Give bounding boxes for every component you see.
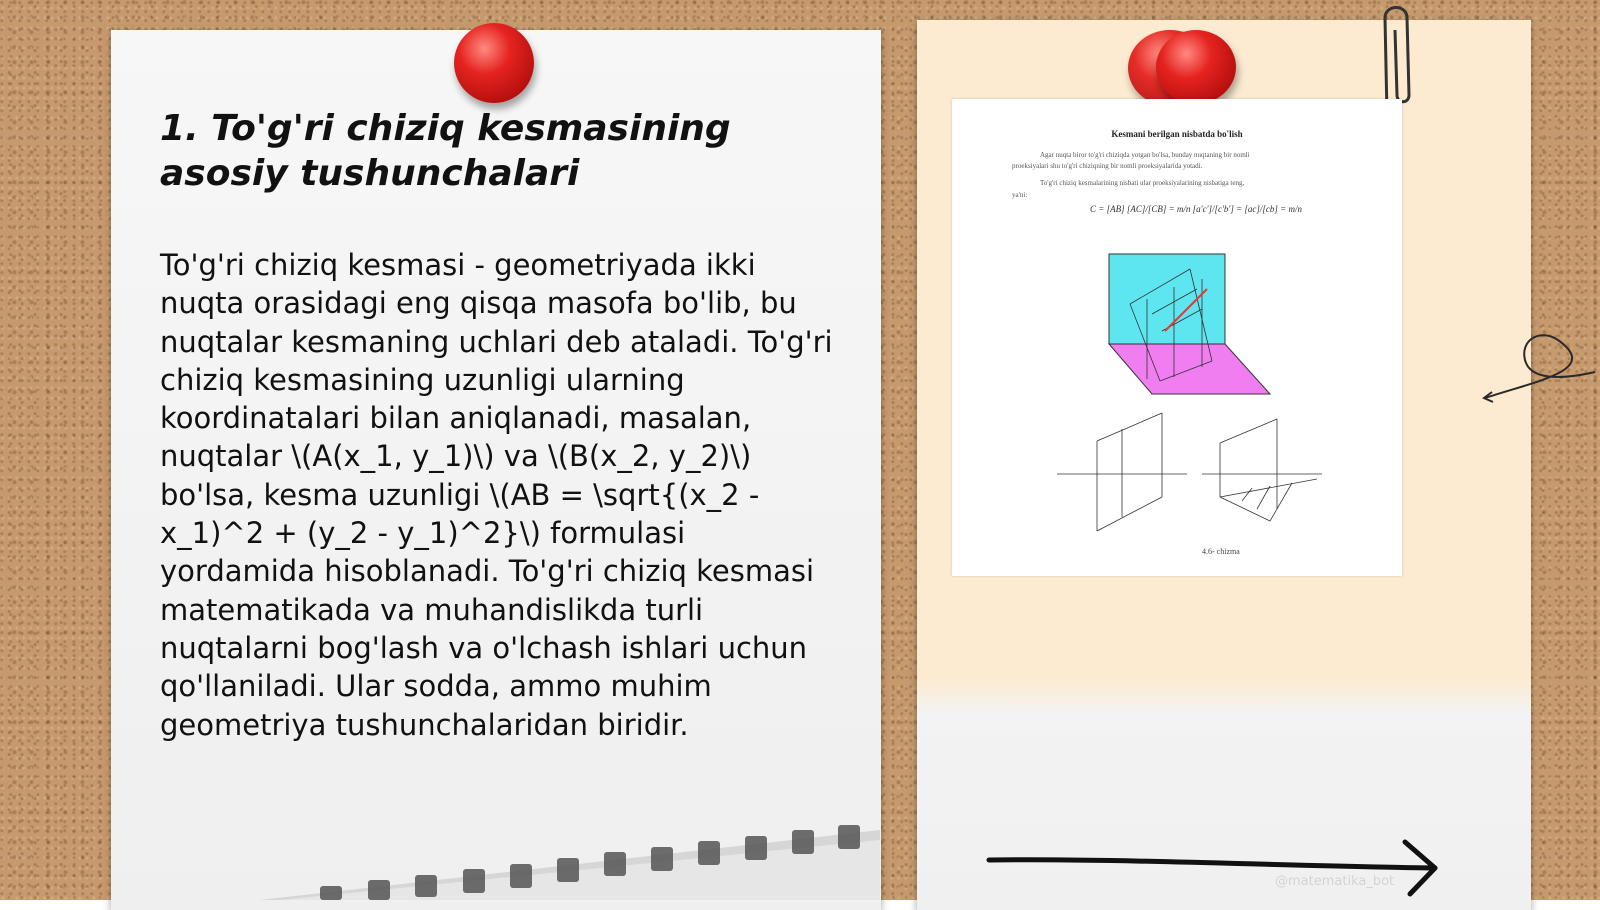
red-pushpin-right-2 [1156,30,1236,104]
watermark-text: @matematika_bot [1275,874,1395,889]
slide-body-text: To'g'ri chiziq kesmasi - geometriyada ikki nuqta orasidagi eng qisqa masofa bo'lib, bu nuqtalar kesmaning uchlari deb ataladi. To'g'ri chiziq kesmasining uzunligi ularning koordinatalari bilan aniqlanadi, masalan, nuqtalar \(A(x_1, y_1)\) va \(B(x_2, y_2)\) bo'lsa, kesma uzunligi \(AB = \sqrt{(x_2 - x_1)^2 + (y_2 - y_1)^2}\) formulasi yordamida hisoblanadi. To'g'ri chiziq kesmasi matematikada va muhandislikda turli nuqtalarni bog'lash va o'lchash ishlari uchun qo'llaniladi. Ular sodda, ammo muhim geometriya tushunchalaridan biridir. [160,248,833,742]
figure-formula: C = [AB] [AC]/[CB] = m/n [a'c']/[c'b'] = [ac]/[cb] = m/n [1090,204,1303,214]
figure-text-line: ya'ni: [1012,191,1028,199]
figure-heading: Kesmani berilgan nisbatda bo'lish [1111,129,1243,139]
figure-text-line: To'g'ri chiziq kesmalarining nisbati ular proeksiyalarining nisbatiga teng, [1040,179,1245,187]
figure-text-line: Agar nuqta biror to'g'ri chiziqda yotgan bo'lsa, bunday nuqtaning bir nomli [1040,151,1250,159]
textbook-figure-image [952,99,1402,576]
red-pushpin-left [454,23,534,103]
projection-drawing [952,99,1402,576]
figure-caption: 4.6- chizma [1202,547,1240,556]
swirl-doodle [1480,310,1600,410]
figure-text-line: proeksiyalari shu to'g'ri chiziqning bir nomli proeksiyalarida yotadi. [1012,162,1203,170]
torn-paper-edge [260,800,880,900]
right-arrow-icon [985,838,1445,898]
slide-title: 1. To'g'ri chiziq kesmasining asosiy tushunchalari [160,108,731,194]
